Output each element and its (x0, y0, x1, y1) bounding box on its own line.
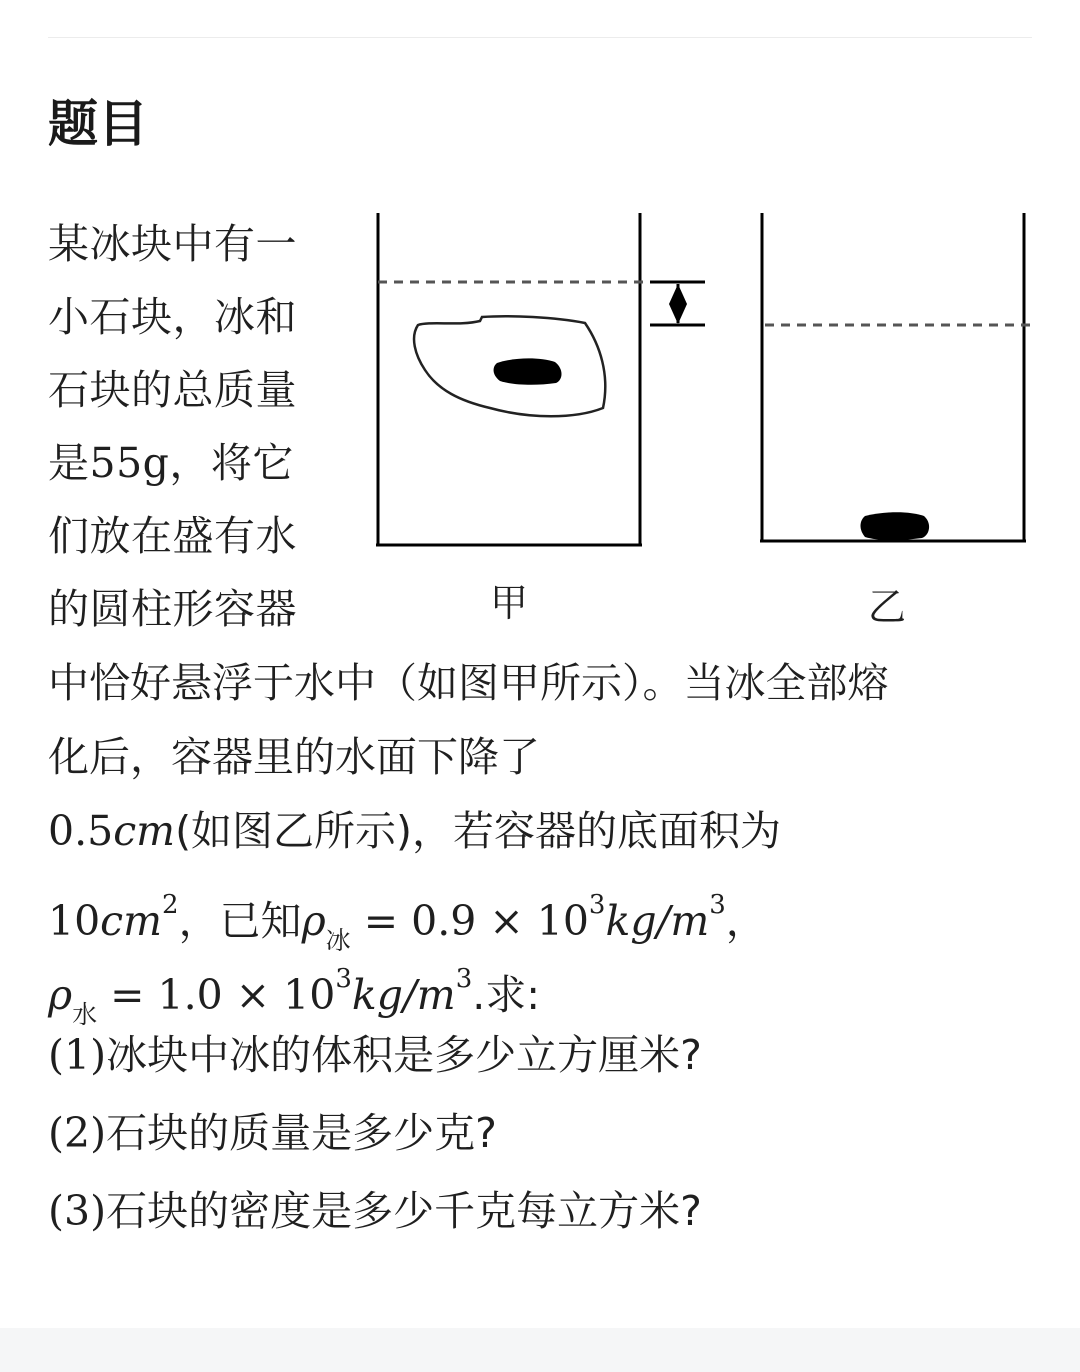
question-number: (2) (48, 1109, 107, 1157)
figure-label-a: 甲 (490, 581, 529, 625)
area-unit: cm (100, 897, 163, 945)
question-text: 冰块中冰的体积是多少立方厘米? (106, 1031, 702, 1079)
problem-line-7: 中恰好悬浮于水中（如图甲所示）。当冰全部熔 (48, 659, 889, 707)
text-segment: ， (725, 897, 767, 945)
question-number: (1) (48, 1031, 107, 1079)
question-3 (48, 1172, 1038, 1250)
rho-ice-value: = 0.9 × 10 (363, 897, 589, 945)
rho-symbol: ρ (301, 897, 326, 945)
container-figure (360, 205, 1040, 635)
container-b (760, 213, 1026, 541)
problem-line-3: 石块的总质量 (48, 366, 297, 414)
rho-water-value: = 1.0 × 10 (110, 971, 336, 1019)
text-segment: .求: (472, 971, 541, 1019)
rho-ice-unit-exponent: 3 (709, 890, 726, 920)
rho-ice-unit: kg/m (605, 897, 710, 945)
drop-number: 0.5 (48, 807, 114, 855)
rho-symbol: ρ (48, 971, 73, 1019)
rho-water-unit: kg/m (351, 971, 456, 1019)
stone-at-bottom (861, 512, 930, 540)
rho-water-unit-exponent: 3 (455, 964, 473, 994)
area-number: 10 (48, 897, 101, 945)
top-divider (48, 37, 1032, 38)
area-exponent: 2 (162, 890, 179, 920)
stone-in-ice (494, 358, 562, 384)
problem-line-1: 某冰块中有一 (48, 220, 297, 268)
question-text: 石块的质量是多少克? (106, 1109, 497, 1157)
drop-unit: cm (113, 807, 176, 855)
figure-label-b: 乙 (868, 585, 907, 629)
problem-line-6: 的圆柱形容器 (48, 585, 297, 633)
problem-line-11 (48, 942, 1038, 1029)
rho-water-exponent: 3 (335, 964, 352, 994)
text-segment: 是 (48, 439, 90, 487)
text-segment: ，已知 (178, 897, 302, 945)
question-1 (48, 1016, 1038, 1094)
question-number: (3) (48, 1187, 107, 1235)
mass-value: 55g (89, 439, 170, 487)
level-difference-marker (650, 282, 705, 325)
problem-line-5: 们放在盛有水 (48, 512, 297, 560)
problem-line-9 (48, 794, 1038, 868)
problem-line-10 (48, 868, 1038, 955)
problem-line-8: 化后，容器里的水面下降了 (48, 733, 540, 781)
rho-ice-subscript: 冰 (325, 926, 351, 955)
figure-drawing (360, 205, 1040, 635)
question-text: 石块的密度是多少千克每立方米? (106, 1187, 702, 1235)
rho-water-subscript: 水 (72, 1000, 98, 1029)
text-segment: (如图乙所示)，若容器的底面积为 (175, 807, 782, 855)
question-2 (48, 1094, 1038, 1172)
text-segment: ，将它 (169, 439, 294, 487)
bottom-band (0, 1328, 1080, 1372)
page-title: 题目 (48, 95, 148, 153)
rho-ice-exponent: 3 (588, 890, 606, 920)
problem-line-2: 小石块，冰和 (48, 293, 297, 341)
